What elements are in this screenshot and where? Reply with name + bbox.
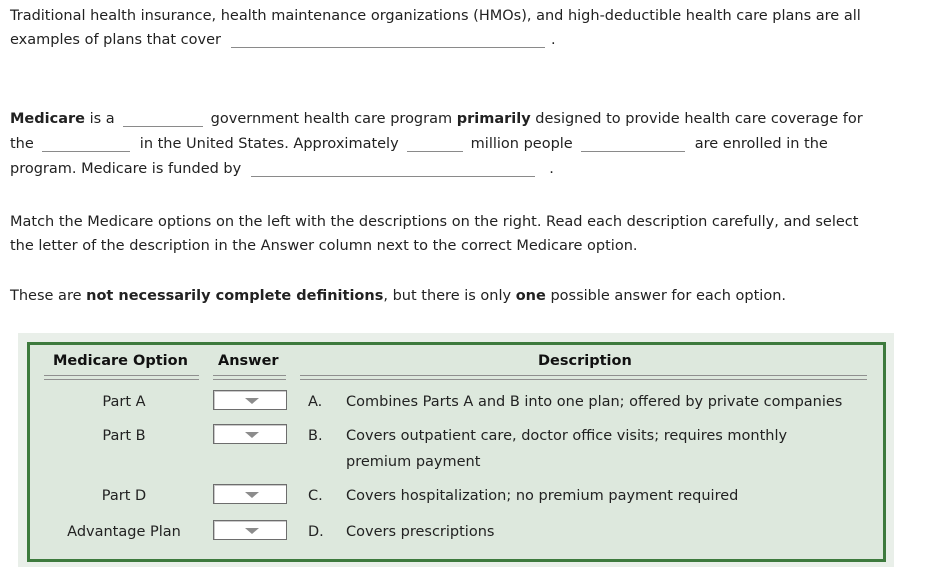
description-a: Combines Parts A and B into one plan; offered by private companies bbox=[346, 394, 843, 410]
medicare-text-7: are enrolled in the bbox=[694, 136, 828, 152]
blank-enrollment-number[interactable] bbox=[407, 135, 463, 152]
option-part-a: Part A bbox=[102, 394, 146, 410]
description-letter-c: C. bbox=[308, 488, 323, 504]
medicare-text-3: designed to provide health care coverage for bbox=[530, 111, 863, 127]
dropdown-arrow-icon bbox=[245, 528, 259, 534]
note-paragraph bbox=[10, 284, 910, 308]
description-c: Covers hospitalization; no premium payment required bbox=[346, 488, 739, 504]
blank-funding-source[interactable] bbox=[251, 160, 535, 177]
note-text-3: possible answer for each option. bbox=[545, 288, 786, 304]
intro-paragraph bbox=[10, 4, 910, 52]
header-description: Description bbox=[538, 353, 632, 369]
note-bold-1: not necessarily complete definitions bbox=[86, 288, 384, 304]
header-medicare-option: Medicare Option bbox=[53, 353, 188, 369]
medicare-term: Medicare bbox=[10, 111, 85, 127]
intro-line-1: Traditional health insurance, health maintenance organizations (HMOs), and high-deductible health care plans are all bbox=[10, 8, 861, 24]
blank-plans-cover[interactable] bbox=[231, 31, 545, 48]
intro-period: . bbox=[551, 32, 556, 48]
header-divider-answer bbox=[213, 375, 286, 380]
medicare-text-8: program. Medicare is funded by bbox=[10, 161, 242, 177]
instructions-line-1: Match the Medicare options on the left with the descriptions on the right. Read each description carefully, and select bbox=[10, 214, 859, 230]
header-divider-option bbox=[44, 375, 199, 380]
medicare-text-4: the bbox=[10, 136, 34, 152]
dropdown-arrow-icon bbox=[245, 432, 259, 438]
instructions-line-2: the letter of the description in the Answer column next to the correct Medicare option. bbox=[10, 238, 638, 254]
blank-population[interactable] bbox=[42, 135, 130, 152]
medicare-paragraph bbox=[10, 107, 910, 182]
dropdown-arrow-icon bbox=[245, 398, 259, 404]
description-b: Covers outpatient care, doctor office visits; requires monthly premium payment bbox=[346, 428, 788, 470]
answer-select-part-a[interactable] bbox=[213, 390, 287, 410]
option-advantage-plan: Advantage Plan bbox=[67, 524, 181, 540]
note-bold-2: one bbox=[515, 288, 546, 304]
header-divider-description bbox=[300, 375, 867, 380]
primarily-bold: primarily bbox=[456, 111, 531, 127]
blank-government-type[interactable] bbox=[123, 110, 203, 127]
note-text-1: These are bbox=[10, 288, 87, 304]
matching-panel bbox=[18, 333, 894, 567]
matching-table bbox=[27, 342, 886, 562]
answer-select-advantage-plan[interactable] bbox=[213, 520, 287, 540]
dropdown-arrow-icon bbox=[245, 492, 259, 498]
description-d: Covers prescriptions bbox=[346, 524, 495, 540]
description-letter-b: B. bbox=[308, 428, 323, 444]
medicare-period: . bbox=[549, 161, 554, 177]
description-letter-d: D. bbox=[308, 524, 324, 540]
intro-line-2: examples of plans that cover bbox=[10, 32, 221, 48]
medicare-text-6: million people bbox=[470, 136, 573, 152]
description-letter-a: A. bbox=[308, 394, 323, 410]
header-answer: Answer bbox=[218, 353, 279, 369]
medicare-text-5: in the United States. Approximately bbox=[139, 136, 399, 152]
blank-enrollment-qualifier[interactable] bbox=[581, 135, 685, 152]
note-text-2: , but there is only bbox=[383, 288, 516, 304]
option-part-b: Part B bbox=[102, 428, 146, 444]
answer-select-part-b[interactable] bbox=[213, 424, 287, 444]
option-part-d: Part D bbox=[101, 488, 147, 504]
answer-select-part-d[interactable] bbox=[213, 484, 287, 504]
medicare-text-2: government health care program bbox=[210, 111, 457, 127]
instructions-paragraph bbox=[10, 210, 910, 258]
medicare-text-1: is a bbox=[84, 111, 115, 127]
